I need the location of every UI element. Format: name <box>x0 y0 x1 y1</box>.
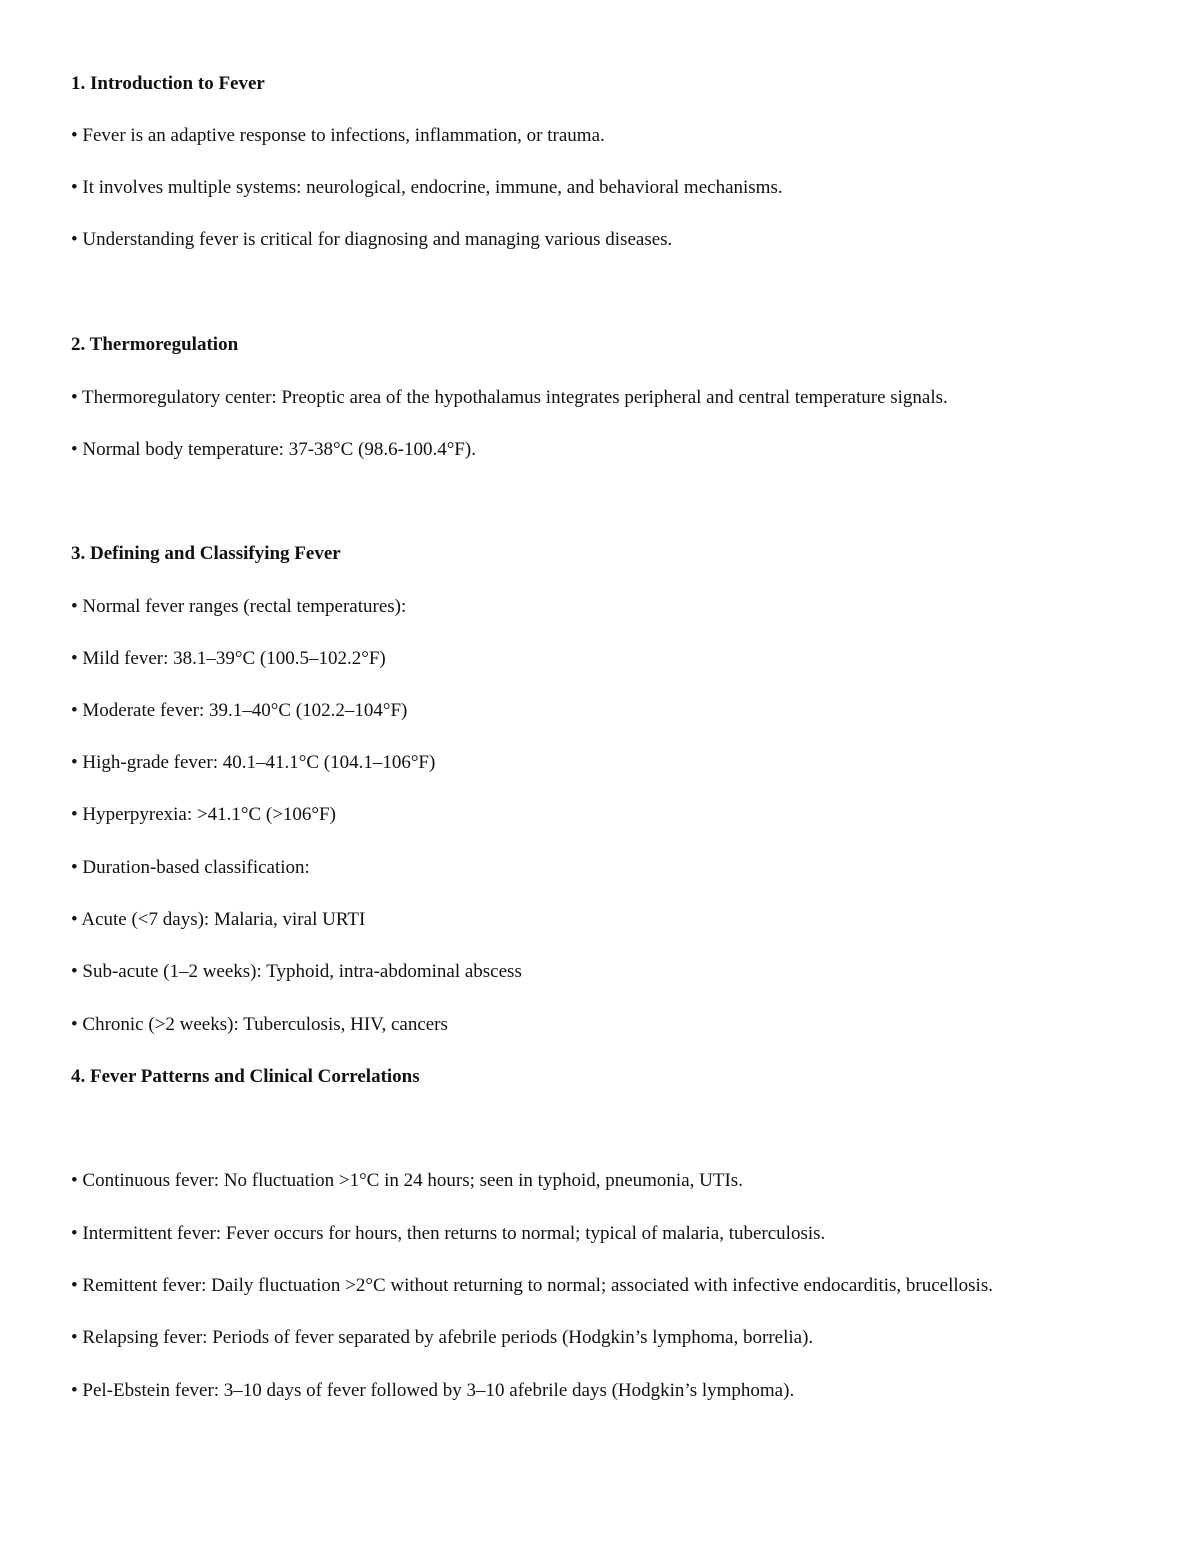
section-4-bullet-4: • Relapsing fever: Periods of fever separated by afebrile periods (Hodgkin’s lymphoma, borrelia). <box>71 1327 814 1348</box>
section-3-bullet-6: • Duration-based classification: <box>71 857 310 878</box>
section-2-title: 2. Thermoregulation <box>71 334 239 355</box>
section-1-bullet-2: • It involves multiple systems: neurological, endocrine, immune, and behavioral mechanisms. <box>71 177 783 198</box>
section-4-bullet-1: • Continuous fever: No fluctuation >1°C in 24 hours; seen in typhoid, pneumonia, UTIs. <box>71 1170 743 1191</box>
section-3-title: 3. Defining and Classifying Fever <box>71 543 341 564</box>
section-4-bullet-2: • Intermittent fever: Fever occurs for hours, then returns to normal; typical of malaria, tuberculosis. <box>71 1223 826 1244</box>
section-1-bullet-3: • Understanding fever is critical for diagnosing and managing various diseases. <box>71 229 673 250</box>
section-1-bullet-1: • Fever is an adaptive response to infections, inflammation, or trauma. <box>71 125 605 146</box>
section-3-bullet-1: • Normal fever ranges (rectal temperatures): <box>71 596 407 617</box>
section-2-bullet-1: • Thermoregulatory center: Preoptic area of the hypothalamus integrates peripheral and central temperature signals. <box>71 387 948 408</box>
section-4-bullet-5: • Pel-Ebstein fever: 3–10 days of fever followed by 3–10 afebrile days (Hodgkin’s lymphoma). <box>71 1380 795 1401</box>
section-3-bullet-8: • Sub-acute (1–2 weeks): Typhoid, intra-abdominal abscess <box>71 961 522 982</box>
section-3-bullet-2: • Mild fever: 38.1–39°C (100.5–102.2°F) <box>71 648 386 669</box>
section-4-bullet-3: • Remittent fever: Daily fluctuation >2°C without returning to normal; associated with infective endocarditis, brucellosis. <box>71 1275 993 1296</box>
section-2-bullet-2: • Normal body temperature: 37-38°C (98.6-100.4°F). <box>71 439 476 460</box>
section-3-bullet-9: • Chronic (>2 weeks): Tuberculosis, HIV, cancers <box>71 1014 448 1035</box>
section-4-title: 4. Fever Patterns and Clinical Correlations <box>71 1066 420 1087</box>
section-3-bullet-4: • High-grade fever: 40.1–41.1°C (104.1–106°F) <box>71 752 436 773</box>
section-3-bullet-5: • Hyperpyrexia: >41.1°C (>106°F) <box>71 804 336 825</box>
section-1-title: 1. Introduction to Fever <box>71 73 265 94</box>
section-3-bullet-3: • Moderate fever: 39.1–40°C (102.2–104°F) <box>71 700 408 721</box>
section-3-bullet-7: • Acute (<7 days): Malaria, viral URTI <box>71 909 366 930</box>
